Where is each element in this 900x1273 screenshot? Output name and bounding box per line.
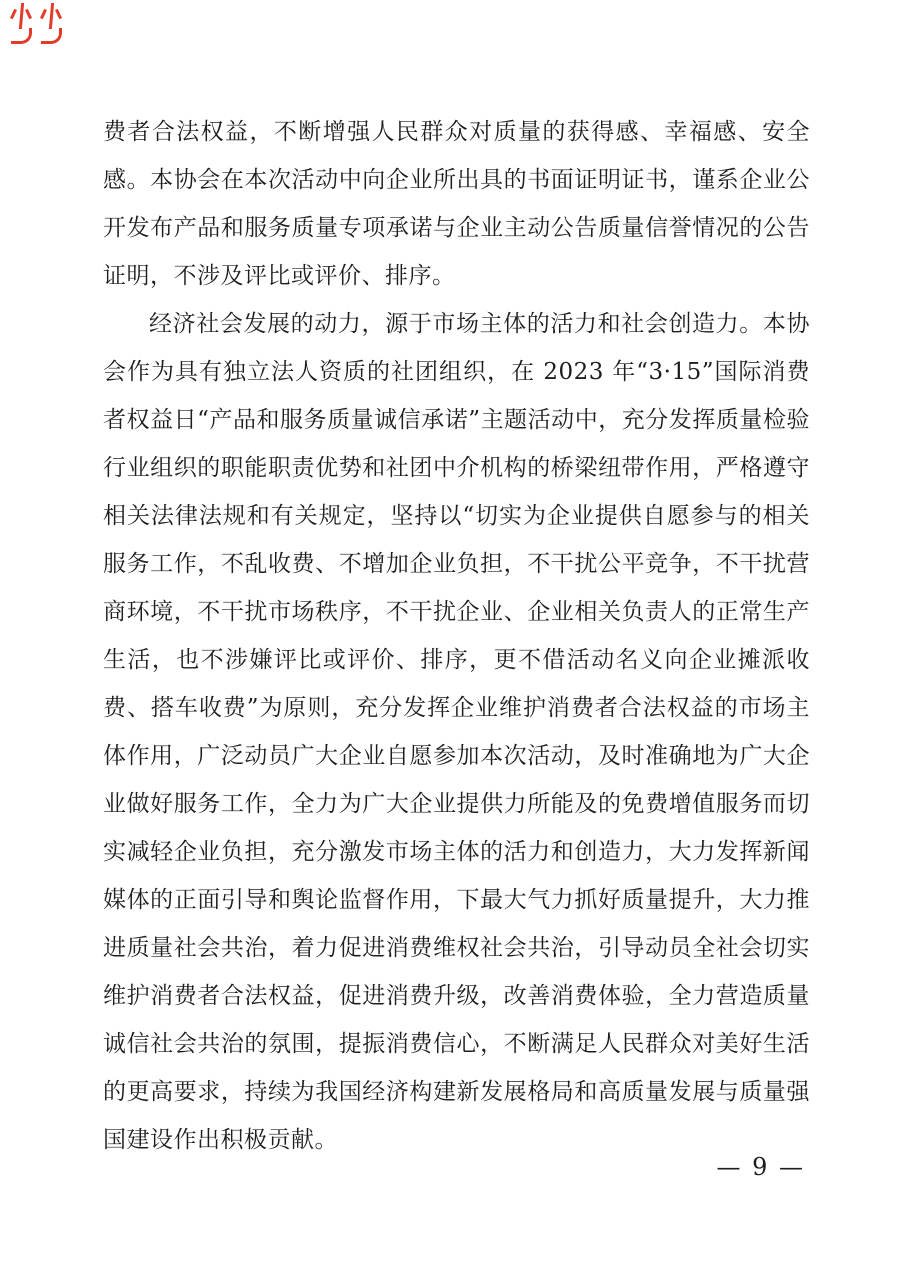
paragraph-continuation: 费者合法权益，不断增强人民群众对质量的获得感、幸福感、安全感。本协会在本次活动中向企业所出具的书面证明证书，谨系企业公开发布产品和服务质量专项承诺与企业主动公告质量信誉情况的公告证明，不涉及评比或评价、排序。 [103, 119, 810, 289]
red-corner-marks [8, 0, 72, 48]
body-text [103, 108, 810, 1164]
paragraph-main: 经济社会发展的动力，源于市场主体的活力和社会创造力。本协会作为具有独立法人资质的社团组织，在 2023 年“3·15”国际消费者权益日“产品和服务质量诚信承诺”主题活动中，充分发挥质量检验行业组织的职能职责优势和社团中介机构的桥梁纽带作用，严格遵守相关法律法规和有关规定，坚持以“切实为企业提供自愿参与的相关服务工作，不乱收费、不增加企业负担，不干扰公平竞争，不干扰营商环境，不干扰市场秩序，不干扰企业、企业相关负责人的正常生产生活，也不涉嫌评比或评价、排序，更不借活动名义向企业摊派收费、搭车收费”为原则，充分发挥企业维护消费者合法权益的市场主体作用，广泛动员广大企业自愿参加本次活动，及时准确地为广大企业做好服务工作，全力为广大企业提供力所能及的免费增值服务而切实减轻企业负担，充分激发市场主体的活力和创造力，大力发挥新闻媒体的正面引导和舆论监督作用，下最大气力抓好质量提升，大力推进质量社会共治，着力促进消费维权社会共治，引导动员全社会切实维护消费者合法权益，促进消费升级，改善消费体验，全力营造质量诚信社会共治的氛围，提振消费信心，不断满足人民群众对美好生活的更高要求，持续为我国经济构建新发展格局和高质量发展与质量强国建设作出积极贡献。 [103, 311, 810, 1153]
red-stamp-fragment-icon [10, 3, 32, 46]
red-stamp-fragment-icon [40, 3, 62, 46]
page-number: — 9 — [716, 1153, 805, 1181]
